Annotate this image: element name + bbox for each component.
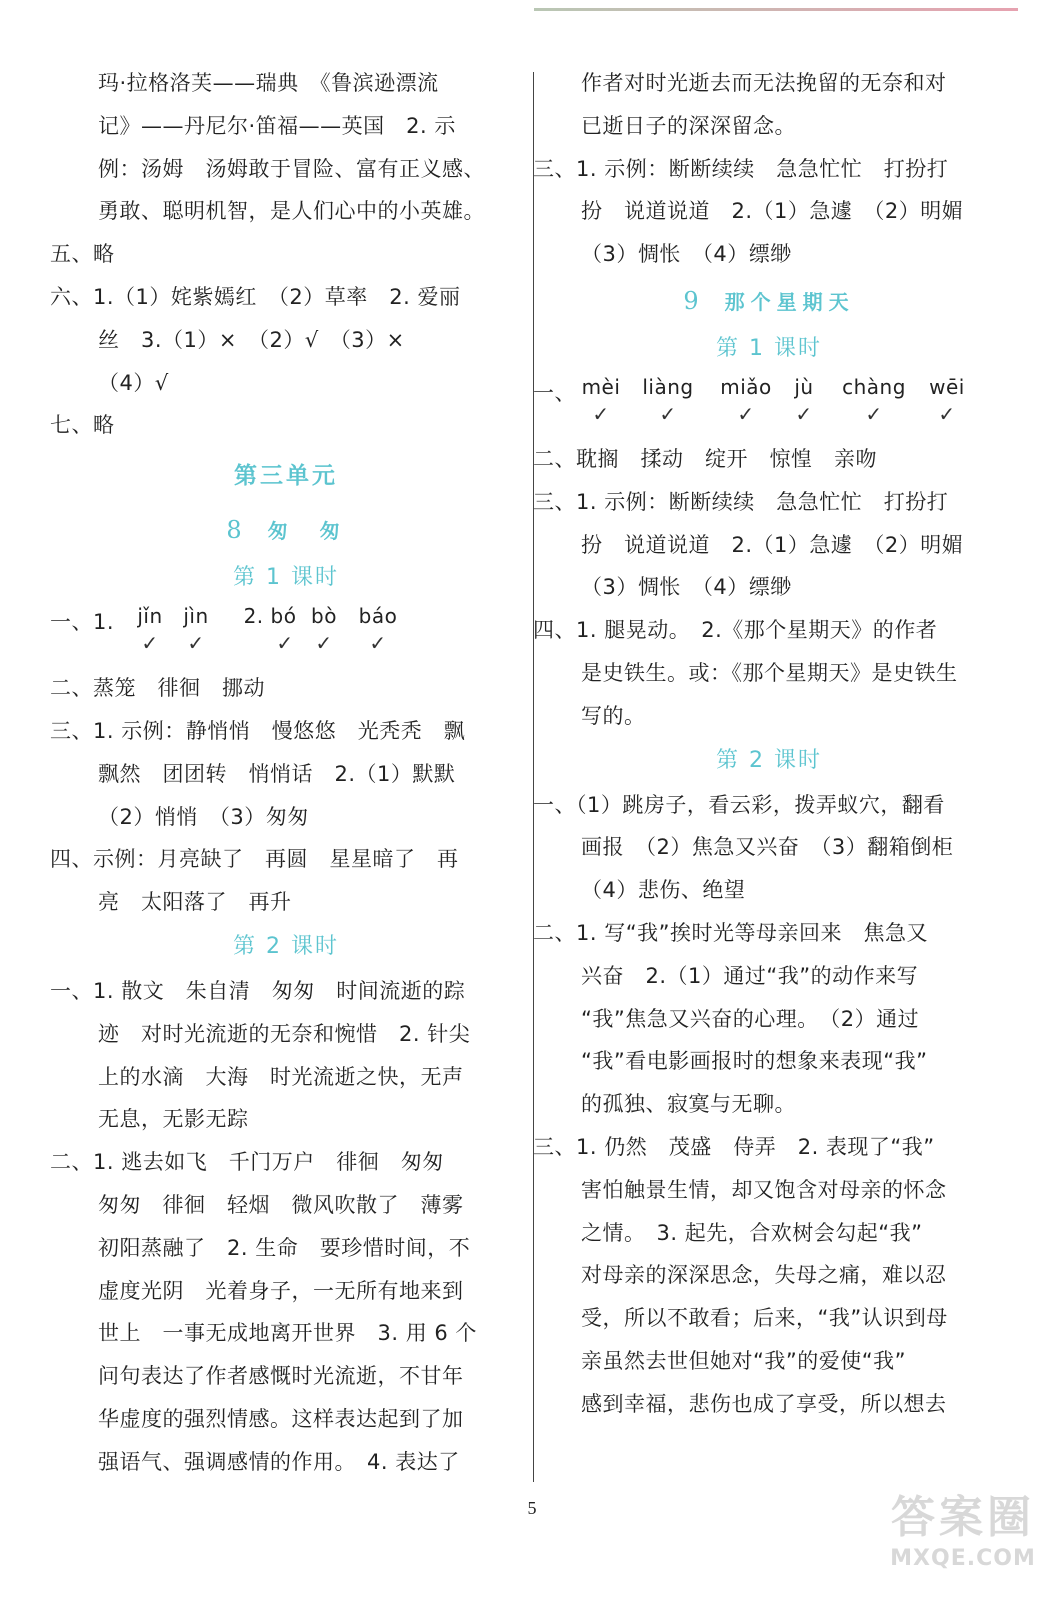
- answer-line: 二、蒸笼 徘徊 挪动: [50, 676, 265, 701]
- lesson-name: 那个星期天: [724, 289, 855, 314]
- period-heading: 第 1 课时: [716, 335, 822, 361]
- answer-line: 是史铁生。或：《那个星期天》是史铁生: [581, 660, 958, 685]
- answer-line: 四、1. 腿晃动。 2.《那个星期天》的作者: [533, 618, 938, 643]
- lesson-title: [50, 505, 522, 555]
- check-mark-icon: ✓: [592, 401, 610, 426]
- question-number: 一、: [533, 380, 576, 405]
- pinyin-option: liàng ✓: [637, 372, 699, 426]
- answer-line: 一、（1）跳房子，看云彩，拨弄蚁穴，翻看: [533, 792, 945, 817]
- pinyin-option: jǐn ✓: [128, 601, 172, 655]
- answer-line: 匆匆 徘徊 轻烟 微风吹散了 薄雾: [98, 1192, 464, 1217]
- answer-line: 世上 一事无成地离开世界 3. 用 6 个: [98, 1321, 477, 1346]
- answer-line: 无息，无影无踪: [98, 1107, 249, 1132]
- answer-line: （2）悄悄 （3）匆匆: [98, 804, 309, 829]
- answer-line: 兴奋 2.（1）通过“我”的动作来写: [581, 963, 919, 988]
- answer-line: 五、略: [50, 242, 115, 267]
- answer-line: 二、1. 写“我”挨时光等母亲回来 焦急又: [533, 920, 928, 945]
- answer-line: 虚度光阴 光着身子，一无所有地来到: [98, 1278, 464, 1303]
- check-mark-icon: ✓: [187, 631, 205, 656]
- answer-line: 之情。 3. 起先，合欢树会勾起“我”: [581, 1220, 923, 1245]
- check-mark-icon: ✓: [737, 401, 755, 426]
- pinyin-option: bò ✓: [302, 601, 346, 655]
- check-mark-icon: ✓: [315, 631, 333, 656]
- answer-line: 记》——丹尼尔·笛福——英国 2. 示: [98, 113, 456, 138]
- answer-line: 感到幸福，悲伤也成了享受，所以想去: [581, 1391, 947, 1416]
- pinyin-answer-row: [50, 601, 522, 667]
- check-mark-icon: ✓: [865, 401, 883, 426]
- header-rule: [534, 8, 1018, 11]
- check-mark-icon: ✓: [276, 631, 294, 656]
- pinyin-option: báo ✓: [352, 601, 404, 655]
- unit-title: 第三单元: [234, 463, 338, 490]
- answer-line: 四、示例：月亮缺了 再圆 星星暗了 再: [50, 847, 459, 872]
- pinyin-option: jìn ✓: [174, 601, 218, 655]
- check-mark-icon: ✓: [795, 401, 813, 426]
- answer-line: 强语气、强调感情的作用。 4. 表达了: [98, 1449, 460, 1474]
- pinyin-option: wēi ✓: [925, 372, 969, 426]
- answer-line: 害怕触景生情，却又饱含对母亲的怀念: [581, 1177, 947, 1202]
- answer-line: 亲虽然去世但她对“我”的爱使“我”: [581, 1348, 907, 1373]
- answer-line: （3）惆怅 （4）缥缈: [581, 242, 792, 267]
- answer-line: 写的。: [581, 703, 646, 728]
- lesson-number: 8: [226, 516, 242, 545]
- answer-line: 丝 3.（1）× （2）√ （3）×: [98, 327, 405, 352]
- question-number: 一、1.: [50, 610, 115, 635]
- answer-line: 对母亲的深深思念，失母之痛，难以忍: [581, 1263, 947, 1288]
- answer-line: 玛·拉格洛芙——瑞典 《鲁滨逊漂流: [98, 71, 439, 95]
- answer-line: 问句表达了作者感慨时光流逝，不甘年: [98, 1364, 464, 1389]
- answer-line: 六、1.（1）姹紫嫣红 （2）草率 2. 爱丽: [50, 284, 461, 309]
- answer-line: 七、略: [50, 413, 115, 438]
- check-mark-icon: ✓: [938, 401, 956, 426]
- answer-line: 作者对时光逝去而无法挽留的无奈和对: [581, 71, 947, 95]
- answer-line: 例：汤姆 汤姆敢于冒险、富有正义感、: [98, 156, 485, 181]
- watermark-url: MXQE.COM: [890, 1546, 1036, 1571]
- answer-line: 亮 太阳落了 再升: [98, 890, 292, 915]
- answer-line: 二、1. 逃去如飞 千门万户 徘徊 匆匆: [50, 1150, 444, 1175]
- answer-line: 扮 说道说道 2.（1）急遽 （2）明媚: [581, 199, 964, 224]
- answer-line: 华虚度的强烈情感。这样表达起到了加: [98, 1406, 464, 1431]
- pinyin-answer-row: [533, 372, 1005, 438]
- answer-line: 三、1. 示例：断断续续 急急忙忙 打扮打: [533, 156, 949, 181]
- site-watermark: [868, 1492, 1058, 1596]
- check-mark-icon: ✓: [369, 631, 387, 656]
- pinyin-option: jù ✓: [789, 372, 819, 426]
- answer-line: 二、耽搁 揉动 绽开 惊惶 亲吻: [533, 446, 877, 471]
- answer-line: 三、1. 示例：静悄悄 慢悠悠 光秃秃 飘: [50, 718, 466, 743]
- pinyin-option: miǎo ✓: [715, 372, 777, 426]
- answer-line: （4）√: [98, 370, 169, 395]
- lesson-title: [533, 276, 1005, 326]
- period-heading: 第 2 课时: [233, 933, 339, 959]
- answer-line: 勇敢、聪明机智，是人们心中的小英雄。: [98, 199, 485, 224]
- answer-line: 一、1. 散文 朱自清 匆匆 时间流逝的踪: [50, 978, 466, 1003]
- answer-line: 迹 对时光流逝的无奈和惋惜 2. 针尖: [98, 1021, 471, 1046]
- answer-line: （4）悲伤、绝望: [581, 878, 746, 903]
- answer-line: 的孤独、寂寞与无聊。: [581, 1092, 796, 1117]
- pinyin-option: mèi ✓: [579, 372, 623, 426]
- right-column: [533, 62, 1005, 1426]
- pinyin-option: chàng ✓: [837, 372, 911, 426]
- period-heading: 第 1 课时: [233, 565, 339, 591]
- answer-line: 已逝日子的深深留念。: [581, 113, 796, 138]
- check-mark-icon: ✓: [141, 631, 159, 656]
- page-number: 5: [527, 1498, 537, 1518]
- answer-line: 受，所以不敢看；后来，“我”认识到母: [581, 1306, 948, 1331]
- answer-line: 上的水滴 大海 时光流逝之快，无声: [98, 1064, 464, 1089]
- answer-line: 三、1. 示例：断断续续 急急忙忙 打扮打: [533, 489, 949, 514]
- check-mark-icon: ✓: [659, 401, 677, 426]
- answer-line: 飘然 团团转 悄悄话 2.（1）默默: [98, 761, 456, 786]
- lesson-number: 9: [683, 286, 699, 315]
- answer-line: 扮 说道说道 2.（1）急遽 （2）明媚: [581, 532, 964, 557]
- answer-line: “我”焦急又兴奋的心理。 （2）通过: [581, 1006, 920, 1031]
- answer-line: “我”看电影画报时的想象来表现“我”: [581, 1049, 928, 1074]
- pinyin-option: 2. bó ✓: [230, 601, 310, 655]
- answer-line: （3）惆怅 （4）缥缈: [581, 575, 792, 600]
- answer-line: 三、1. 仍然 茂盛 侍弄 2. 表现了“我”: [533, 1134, 935, 1159]
- answer-line: 初阳蒸融了 2. 生命 要珍惜时间，不: [98, 1235, 471, 1260]
- left-column: [50, 62, 522, 1484]
- lesson-name: 匆 匆: [267, 519, 346, 544]
- watermark-logo: 答案圈: [891, 1492, 1035, 1543]
- answer-line: 画报 （2）焦急又兴奋 （3）翻箱倒柜: [581, 835, 954, 860]
- period-heading: 第 2 课时: [716, 747, 822, 773]
